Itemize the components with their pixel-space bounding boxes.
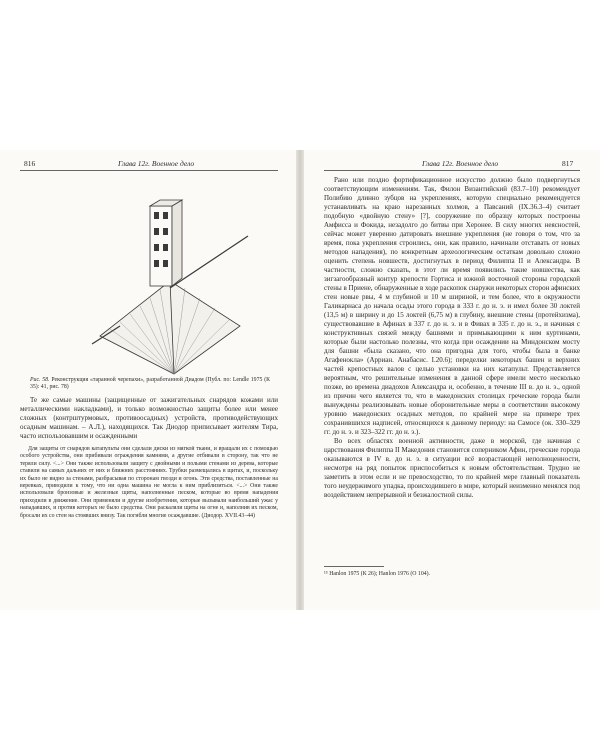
footnote: ¹⁵ Hanlon 1975 (К 26); Hanlon 1976 (О 104). [324,571,430,577]
footnote-rule [324,566,384,567]
right-body-paragraph-2: Во всех областях военной активности, даже в морской, где начиная с царствования Филиппа II Македония становится соперником Афин, греческие города оказываются в IV в. до н. э. в ситуации всё возрастающей неполноценности, несмотря на ряд попыток приспособиться к новым обстоятельствам. Трудно не заметить в этом если и не превосходство, то по крайней мере главный показатель того неудержимого упадка, происходившего в мире, который неизменно менялся под воздействием непрерывной и безжалостной силы. [324,437,580,499]
right-page [304,150,600,610]
left-page [0,150,296,610]
left-body-paragraph: Те же самые машины (защищенные от зажигательных снарядов кожами или металлическими накладками), и только возможностью защиты более или менее сложных (контрштурмовых, противоосадных) устройств, противодействующих осадным машинам. – А.Л.), находящихся. Так Диодор приписывает жителям Тира, часто использовавшим и осажденными [20,396,278,440]
quotation-block [20,446,278,606]
header-rule [20,170,278,171]
battering-tortoise-illustration [90,176,250,376]
running-title: Глава 12г. Военное дело [118,159,195,168]
page-number: 816 [24,159,36,168]
page-number: 817 [562,159,574,168]
book-gutter [296,150,304,610]
figure-caption-label: Рис. 58. [30,377,50,383]
running-title: Глава 12г. Военное дело [422,159,499,168]
book-spread [0,150,600,610]
quotation-text: Для защиты от снарядов катапульты они сделали диски из мягкой ткани, и вращали их с помощью особого устройства, они прибивали ограждения камнями, а другие отбивали в сторону, так что не теряли силу. <...> Они также использовали защиту с двойными и полыми стенами из дерева, которые ставили на самых дальних от них и ближних расстояниях. Трубки размещались в щитах, и, поскольку их было не видно за стенами, разбрасывая по сторонам гвозди и огонь. Эти средства, поставленные на веревках, приводили к тому, что ни одна машина не могла к ним приблизиться. <...> Они также использовали бронзовые и железные щиты, наполненные песком, которые во время нападения приходили в движение. Они применяли и другие изобретения, которые вызывали наибольший ужас у нападавших, и против которых не было средства. Они раскаляли щиты на огне и, наполнив их песком, бросали их со стен на стоявших внизу. Так погибли многие осаждавшие. (Диодор. XVII.43–44) [20,446,278,519]
right-body-text [324,176,580,562]
right-body-paragraph-1: Рано или поздно фортификационное искусство должно было подвергнуться соответствующим изменениям. Так, Филон Византийский (83.7–10) рекомендует Полибию длинно зубцов на укреплениях, которую специально рекомендуется устанавливать на краю нарезанных холмов, а Павсаний (IX.36.3–4) считает подобную «двойную стену» [?], сооружение по образцу которых построены Амфисса и Фокида, незадолго до битвы при Херонее. В силу многих неясностей, сейчас может уверенно датировать внешние укрепления (не говоря о том, что за время, пока укрепления строились, они, как правило, начинали отставать от новых методов нападения), по конкретным археологическим остаткам довольно сложно оценить степень новшеств, достигнутых в период Филиппа II и Александра. В частности, сложно сказать, в этот ли время появились такие новшества, как зигзагообразный контур крепости Гортиса и южной восточной стороны городской стены в Приене, обнаруженные в ходе раскопок снаружи некоторых сторон афинских стен новые рвы, 4 м глубиной и 10 м шириной, и тем более, что в окружности Галикарнаса до начала осады этого города в 333 г. до н. э. и имел более 30 локтей (13,5 м) в ширину и до 15 локтей (6,75 м) в глубину, внешние стены (протейхизма), существовавшие в Афинах в 337 г. до н. э. и в Фивах в 335 г. до н. э., и начиная с конструктивных связей между башнями и примыкающими к ним куртинами, которые были настолько полезны, что когда при осаждении на Миндонском мосту для башни «была сказано, что она пригодна для того, чтобы была в банке Агафенокла» (Арриан. Анабасис. I.20.6); переделки некоторых башен и верхних частей крепостных валов с целью установки на них катапульт. Представляется вероятным, что решительные изменения в данной сфере имели место несколько позже, во времена диадохов Александра и, особенно, в течение III в. до н. э., одной из причин чего является то, что в македонских столицах греческие города были вынуждены реализовывать новые оборонительные меры в соответствии высокому уровню македонских осадных методов, по крайней мере на примере трех сохранившихся надписей, относящихся к данному периоду: на Самосе (ок. 330–329 гг. до н. э. и 323–322 гг. до н. э.). [324,176,580,436]
figure-caption-text: Реконструкция «таранной черепахи», разработанной Диадом (Публ. по: Lendle 1975 (К 35): 41, рис. 78) [30,377,270,391]
header-rule [324,170,580,171]
figure-caption [30,377,270,391]
left-body-text [20,396,278,441]
